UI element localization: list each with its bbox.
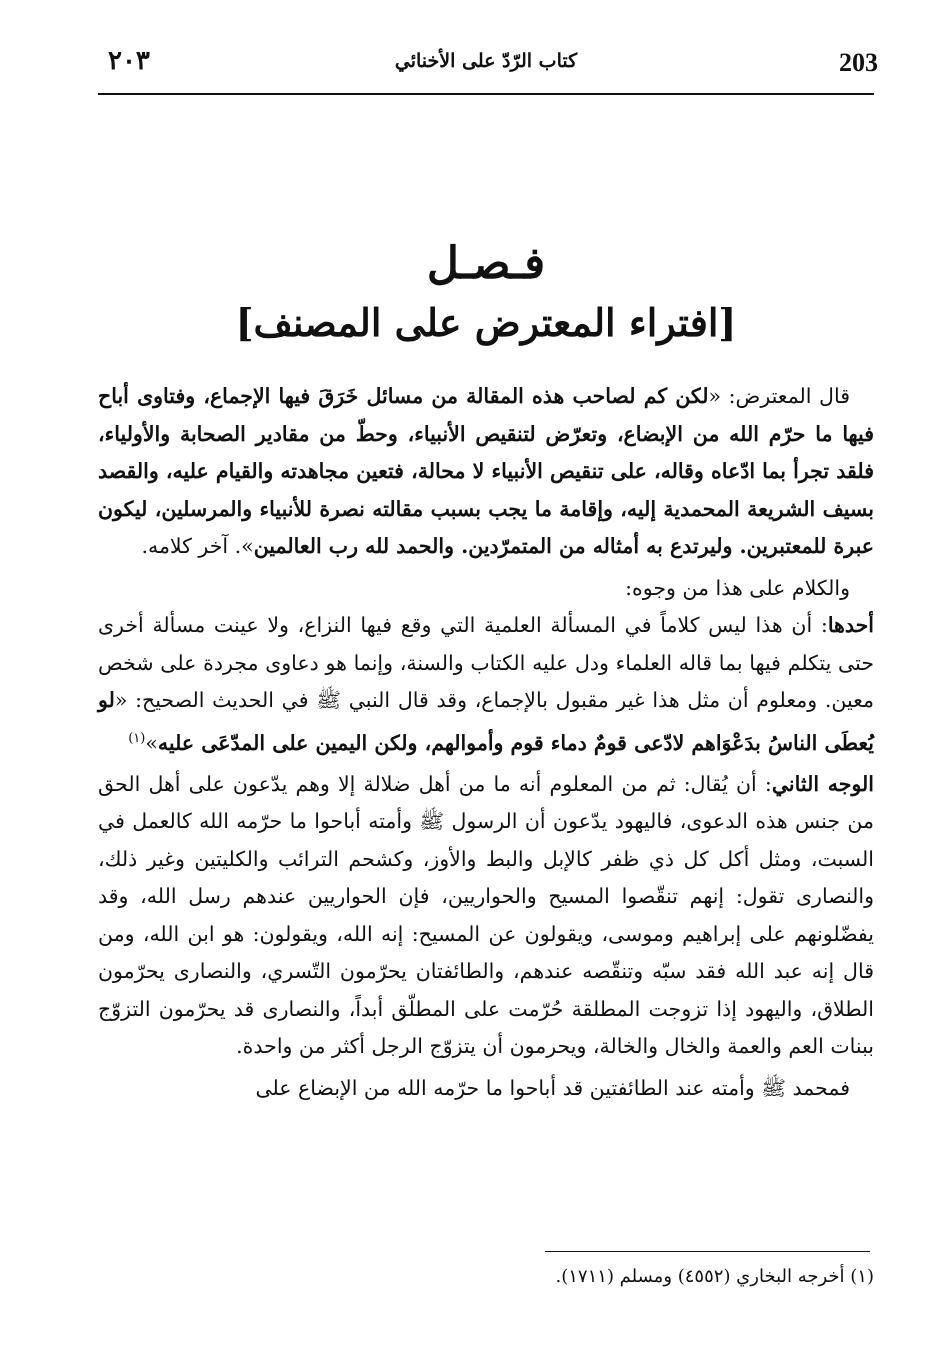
second-aspect-text: : أن يُقال: ثم من المعلوم أنه ما من أهل ضلالة إلا وهم يدّعون على أهل الحق من جنس هذه الدعوى، فاليهود يدّعون أن الرسول ﷺ وأمته أباحوا ما حرّمه الله كالعمل في السبت، ومثل أكل كل ذي ظفر كالإبل والبط والأوز، وكشحم الترائب والكليتين وغير ذلك، والنصارى تقول: إنهم تنقّصوا المسيح والحواريين، فإن الحواريين عندهم رسل الله، وقد يفضّلونهم على إبراهيم وموسى، ويقولون عن المسيح: إنه الله، ويقولون: هو ابن الله، ومن قال إنه عبد الله فقد سبّه وتنقّصه عندهم، والطائفتان يحرّمون التّسري، والنصارى يحرّمون الطلاق، واليهود إذا تزوجت المطلقة حُرّمت على المطلّق أبداً، والنصارى قد يحرّمون التزوّج ببنات العم والعمة والخال والخالة، ويحرمون أن يتزوّج الرجل أكثر من واحدة. — [98, 771, 874, 1059]
section-title: [افتراء المعترض على المصنف] — [235, 300, 737, 345]
hadith-quote-close: » — [145, 730, 158, 755]
footnote-rule — [545, 1251, 870, 1252]
section-label: فـصـل — [426, 238, 546, 289]
paragraph-aspects-intro: والكلام على هذا من وجوه: — [625, 575, 850, 600]
first-aspect-label: أحدها — [827, 613, 874, 637]
paragraph-second-aspect — [98, 766, 874, 1066]
paragraph-first-aspect — [98, 607, 874, 762]
footnote-ref: (١) — [128, 730, 146, 746]
page-header — [98, 40, 878, 92]
paragraph-continuation: فمحمد ﷺ وأمته عند الطائفتين قد أباحوا ما حرّمه الله من الإبضاع على — [255, 1075, 850, 1100]
page-number-latin: 203 — [839, 48, 878, 77]
second-aspect-label: الوجه الثاني — [771, 771, 874, 796]
page-number-arabic: ٢٠٣ — [108, 46, 150, 76]
quote-intro: قال المعترض: « — [708, 384, 850, 408]
objector-quote: لكن كم لصاحب هذه المقالة من مسائل خَرَقَ فيها الإجماع، وفتاوى أباح فيها ما حرّم الله من الإبضاع، وتعرّض لتنقيص الأنبياء، وحطّ من مقادير الصحابة والأولياء، فلقد تجرأ بما ادّعاه وقاله، على تنقيص الأنبياء لا محالة، فتعين مجاهدته والقيام عليه، والقصد بسيف الشريعة المحمدية إليه، وإقامة ما يجب بسبب مقالته نصرة للأنبياء والمرسلين، ليكون عبرة للمعتبرين. وليرتدع به أمثاله من المتمرّدين. والحمد لله رب العالمين — [98, 384, 874, 558]
quote-tail: ». آخر كلامه. — [141, 534, 254, 558]
header-rule — [98, 93, 874, 95]
first-aspect-text: : أن هذا ليس كلاماً في المسألة العلمية التي وقع فيها النزاع، ولا عينت مسألة أخرى حتى يتكلم فيها بما قاله العلماء ودل عليه الكتاب والسنة، وإنما هو دعاوى مجردة على شخص معين. ومعلوم أن مثل هذا غير مقبول بالإجماع، وقد قال النبي ﷺ في الحديث الصحيح: « — [98, 613, 874, 712]
footnote: (١) أخرجه البخاري (٤٥٥٢) ومسلم (١٧١١). — [555, 1266, 874, 1287]
running-title: كتاب الرّدّ على الأخنائي — [394, 50, 578, 72]
paragraph-objector-quote — [98, 378, 874, 566]
hadith-quote: لو يُعطَى الناسُ بدَعْوَاهم لادّعى قومٌ دماء قوم وأموالهم، ولكن اليمين على المدّعَى عليه — [98, 688, 874, 755]
main-text — [98, 378, 874, 1107]
